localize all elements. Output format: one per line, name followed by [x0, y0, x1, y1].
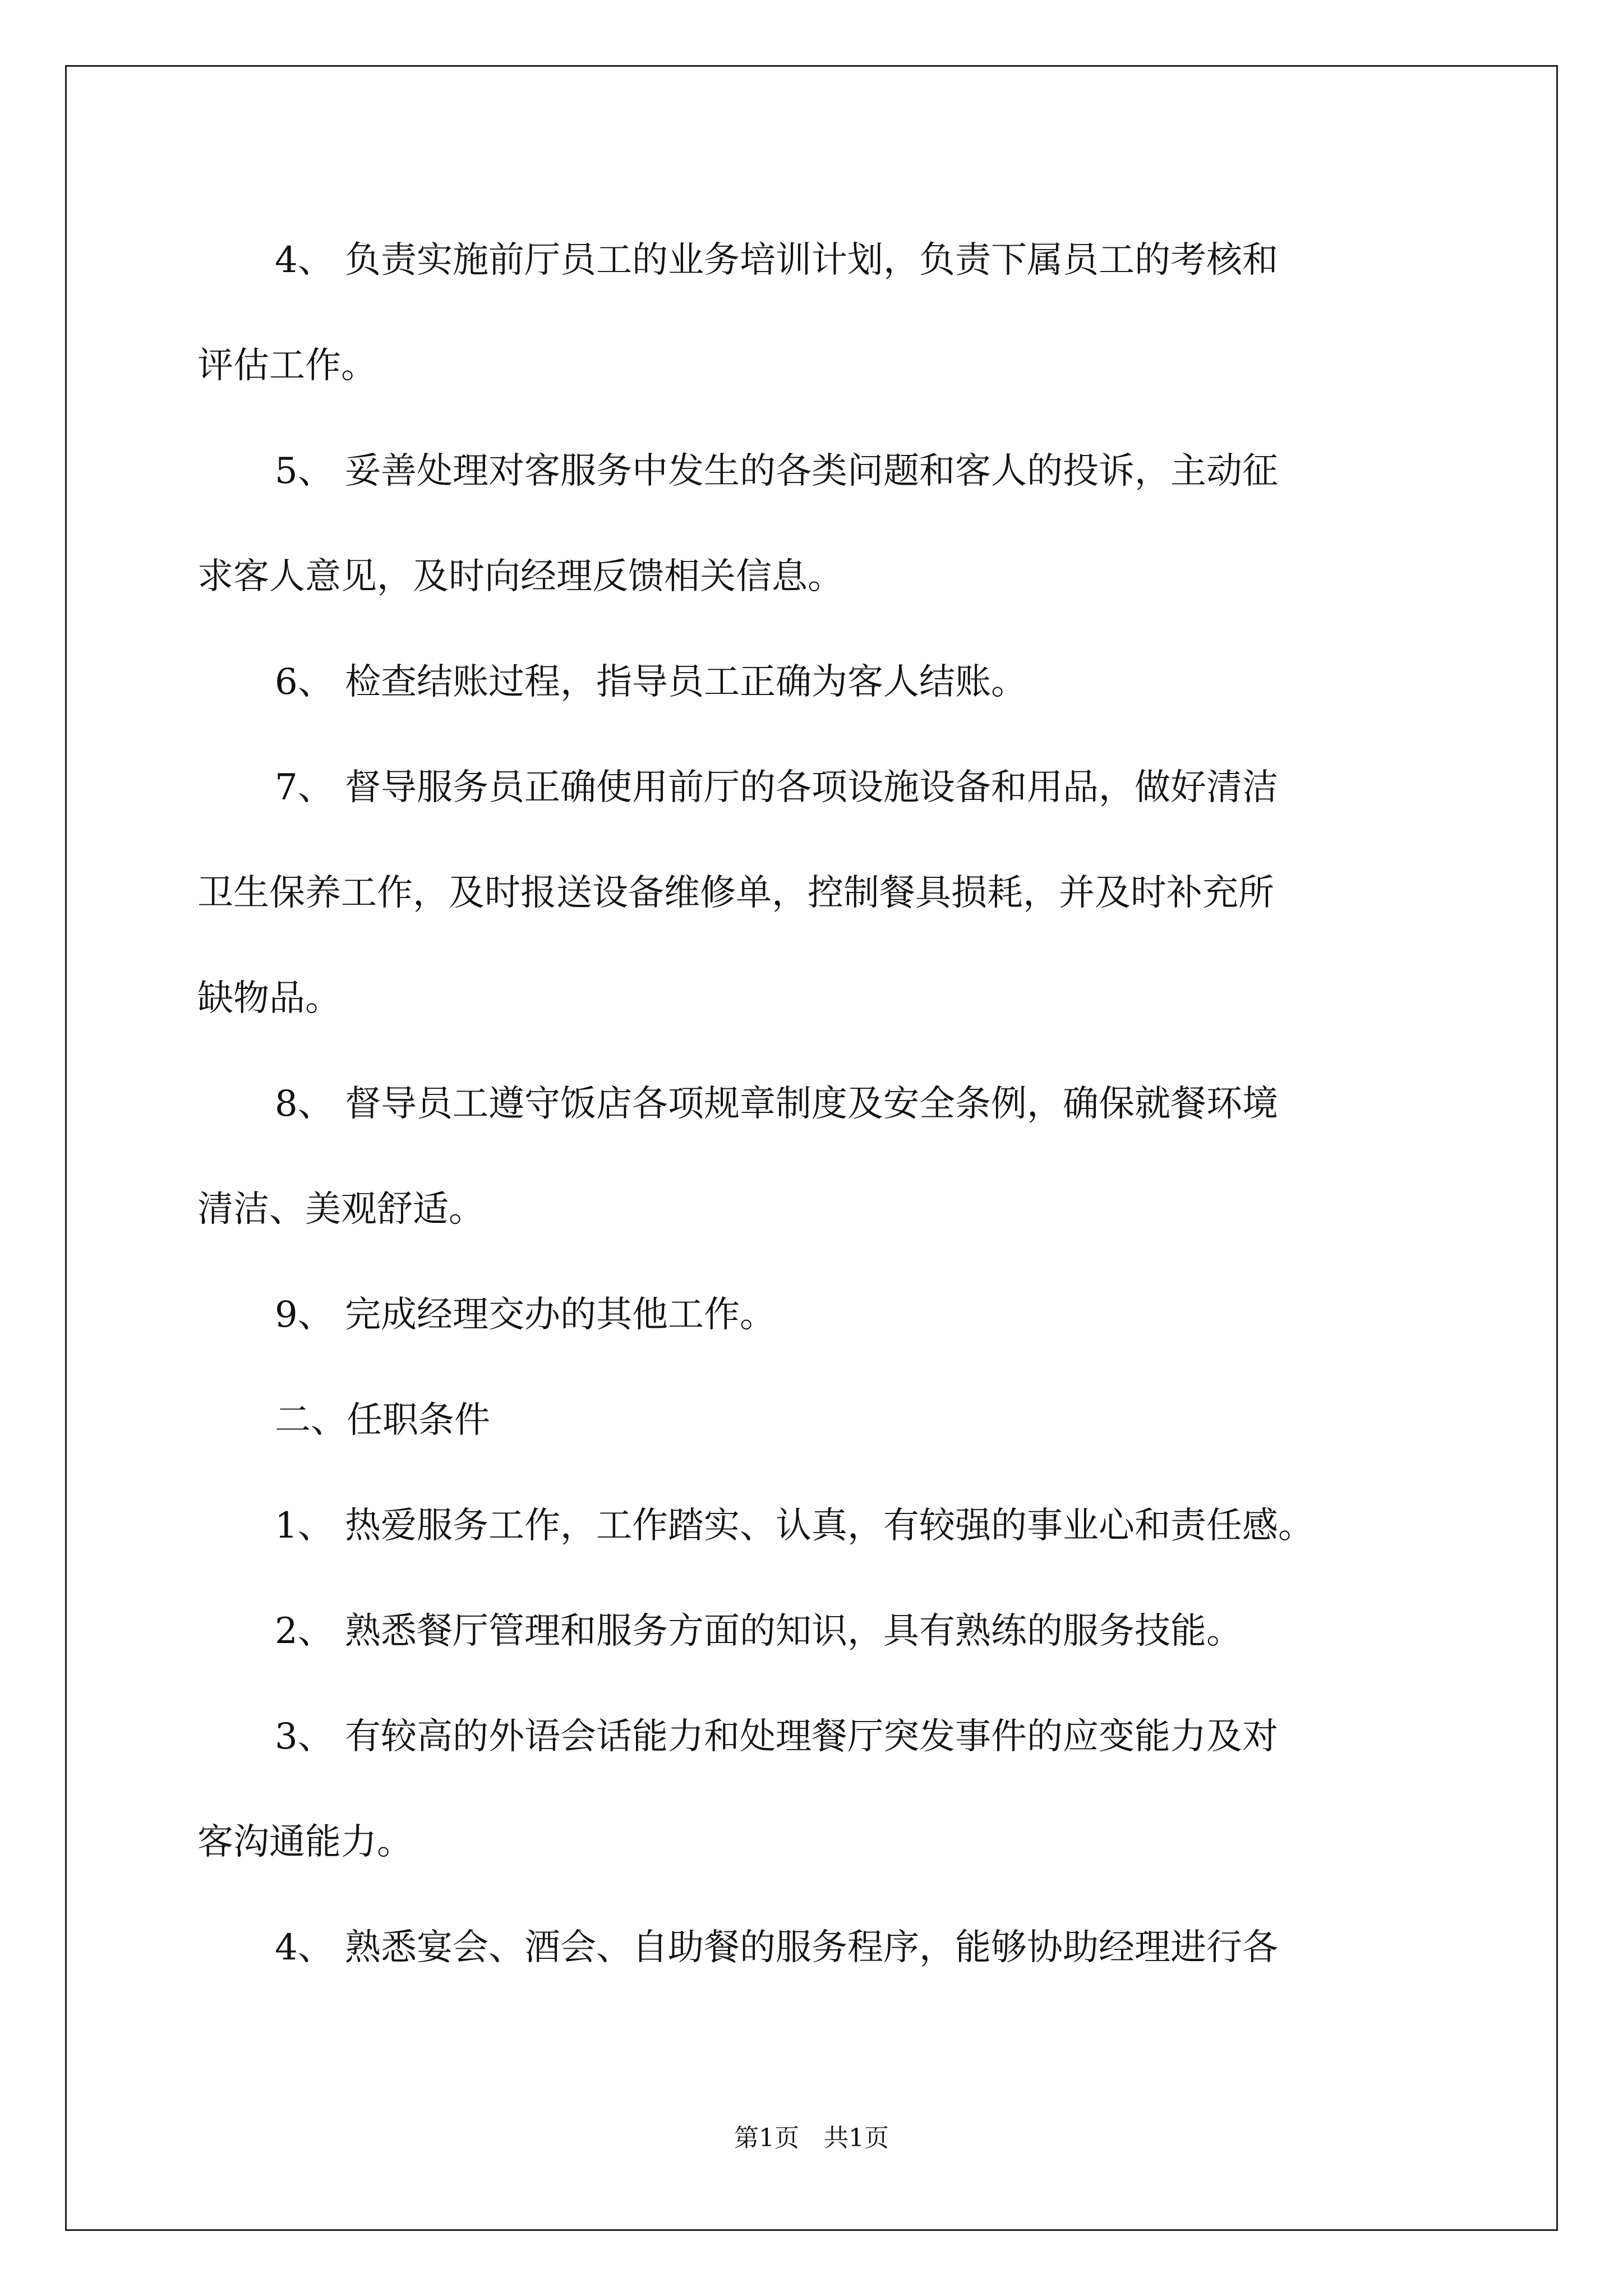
paragraph-7-equipment [197, 735, 1431, 1051]
text-line: 2、 熟悉餐厅管理和服务方面的知识，具有熟练的服务技能。 [275, 1611, 1243, 1652]
text-line: 1、 热爱服务工作，工作踏实、认真，有较强的事业心和责任感。 [275, 1505, 1315, 1547]
qualification-4 [197, 1895, 1431, 2000]
section-heading: 二、任职条件 [275, 1400, 490, 1441]
text-line: 清洁、美观舒适。 [197, 1189, 485, 1230]
text-line: 8、 督导员工遵守饭店各项规章制度及安全条例，确保就餐环境 [275, 1083, 1279, 1125]
qualification-2 [197, 1579, 1431, 1684]
text-line: 评估工作。 [197, 345, 377, 386]
text-line: 6、 检查结账过程，指导员工正确为客人结账。 [275, 661, 1027, 703]
text-line: 3、 有较高的外语会话能力和处理餐厅突发事件的应变能力及对 [275, 1716, 1279, 1757]
paragraph-9-other-tasks [197, 1262, 1431, 1368]
text-line: 7、 督导服务员正确使用前厅的各项设施设备和用品，做好清洁 [275, 767, 1279, 808]
qualification-3 [197, 1684, 1431, 1895]
text-line: 4、 熟悉宴会、酒会、自助餐的服务程序，能够协助经理进行各 [275, 1927, 1279, 1968]
text-line: 缺物品。 [197, 978, 341, 1019]
document-body [197, 208, 1431, 2000]
page-number-footer: 第1页 共1页 [734, 2124, 889, 2152]
section-heading-qualifications [197, 1368, 1431, 1473]
text-line: 9、 完成经理交办的其他工作。 [275, 1294, 776, 1336]
qualification-1 [197, 1473, 1431, 1579]
text-line: 5、 妥善处理对客服务中发生的各类问题和客人的投诉，主动征 [275, 450, 1279, 492]
paragraph-5-complaints [197, 418, 1431, 629]
paragraph-8-rules [197, 1051, 1431, 1262]
paragraph-6-checkout [197, 629, 1431, 735]
paragraph-4-training [197, 208, 1431, 418]
text-line: 客沟通能力。 [197, 1821, 413, 1863]
text-line: 求客人意见，及时向经理反馈相关信息。 [197, 556, 843, 597]
text-line: 4、 负责实施前厅员工的业务培训计划，负责下属员工的考核和 [275, 240, 1279, 281]
text-line: 卫生保养工作，及时报送设备维修单，控制餐具损耗，并及时补充所 [197, 872, 1274, 914]
